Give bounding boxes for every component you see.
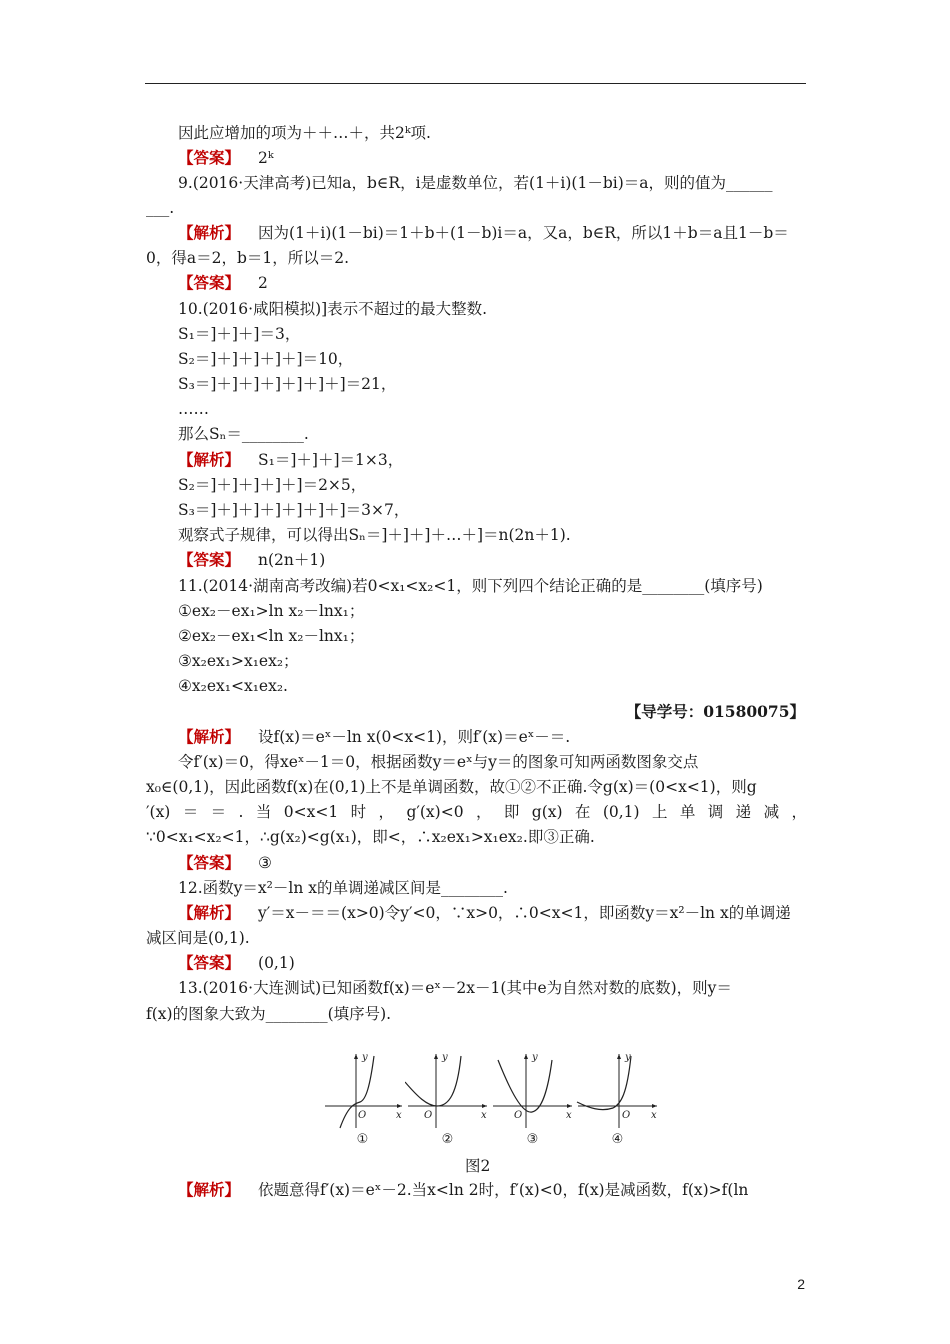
text-line: 减区间是(0,1). bbox=[146, 929, 250, 947]
origin-label: O bbox=[424, 1110, 433, 1121]
text-line: S₁＝]＋]＋]＝3， bbox=[178, 325, 301, 343]
text-line: S₃＝]＋]＋]＋]＋]＋]＋]＝3×7， bbox=[178, 501, 410, 519]
text-line: 令f′(x)＝0，得xeˣ－1＝0，根据函数y＝eˣ与y＝的图象可知两函数图象交点 bbox=[178, 753, 699, 771]
y-axis-label: y bbox=[532, 1052, 538, 1063]
graph-option-3 bbox=[490, 1050, 575, 1150]
y-axis-label: y bbox=[362, 1052, 368, 1063]
answer-line: 【答案】 2 bbox=[178, 273, 268, 292]
text-line: S₂＝]＋]＋]＋]＋]＝10， bbox=[178, 350, 354, 368]
figure-label: ④ bbox=[611, 1132, 624, 1147]
figure-label: ① bbox=[356, 1132, 369, 1147]
figure-label: ③ bbox=[526, 1132, 539, 1147]
answer-line: 【答案】 2ᵏ bbox=[178, 148, 274, 167]
text-line: 观察式子规律，可以得出Sₙ＝]＋]＋]＋…＋]＝n(2n＋1). bbox=[178, 526, 571, 544]
question-11: 11.(2014·湖南高考改编)若0<x₁<x₂<1，则下列四个结论正确的是________(填序号) bbox=[178, 577, 763, 595]
analysis-line: 【解析】 S₁＝]＋]＋]＝1×3， bbox=[178, 450, 404, 469]
question-9: 9.(2016·天津高考)已知a，b∈R，i是虚数单位，若(1＋i)(1－bi)＝a，则的值为______ bbox=[178, 174, 773, 192]
answer-line: 【答案】 ③ bbox=[178, 853, 272, 872]
figure-label: ② bbox=[441, 1132, 454, 1147]
option-line: ①ex₂－ex₁>ln x₂－lnx₁； bbox=[178, 602, 365, 620]
text-line: 因此应增加的项为＋＋…＋，共2ᵏ项. bbox=[178, 124, 431, 142]
text-line: …… bbox=[178, 400, 209, 418]
answer-line: 【答案】 n(2n＋1) bbox=[178, 550, 326, 569]
text-line: S₂＝]＋]＋]＋]＋]＝2×5， bbox=[178, 476, 367, 494]
option-line: ②ex₂－ex₁<ln x₂－lnx₁； bbox=[178, 627, 365, 645]
analysis-line: 【解析】 因为(1＋i)(1－bi)＝1＋b＋(1－b)i＝a，又a，b∈R，所以1＋b＝a且1－b＝ bbox=[178, 223, 789, 242]
graph-option-2 bbox=[405, 1050, 490, 1150]
page-number: 2 bbox=[797, 1276, 805, 1292]
text-line: ′(x)＝＝.当0<x<1时，g′(x)<0，即g(x)在(0,1)上单调递减， bbox=[146, 803, 807, 821]
analysis-line: 【解析】 y′＝x－＝＝(x>0)令y′<0，∵x>0，∴0<x<1，即函数y＝x²－ln x的单调递 bbox=[178, 903, 791, 922]
option-line: ③x₂ex₁>x₁ex₂； bbox=[178, 652, 299, 670]
text-line: f(x)的图象大致为________(填序号). bbox=[146, 1005, 392, 1023]
origin-label: O bbox=[622, 1110, 631, 1121]
graph-option-4 bbox=[575, 1050, 660, 1150]
text-line: S₃＝]＋]＋]＋]＋]＋]＋]＝21， bbox=[178, 375, 397, 393]
header-rule bbox=[145, 83, 806, 84]
origin-label: O bbox=[358, 1110, 367, 1121]
x-axis-label: x bbox=[651, 1110, 657, 1121]
analysis-line: 【解析】 设f(x)＝eˣ－ln x(0<x<1)，则f′(x)＝eˣ－＝. bbox=[178, 727, 571, 746]
question-13: 13.(2016·大连测试)已知函数f(x)＝eˣ－2x－1(其中e为自然对数的底数)，则y＝ bbox=[178, 979, 732, 997]
option-line: ④x₂ex₁<x₁ex₂. bbox=[178, 677, 288, 695]
guide-number: 【导学号：01580075】 bbox=[625, 702, 805, 721]
question-12: 12.函数y＝x²－ln x的单调递减区间是________. bbox=[178, 879, 508, 897]
origin-label: O bbox=[514, 1110, 523, 1121]
text-line: x₀∈(0,1)，因此函数f(x)在(0,1)上不是单调函数，故①②不正确.令g(x)＝(0<x<1)，则g bbox=[146, 778, 757, 796]
y-axis-label: y bbox=[625, 1052, 631, 1063]
text-line: ___. bbox=[146, 199, 175, 217]
analysis-line: 【解析】 依题意得f′(x)＝eˣ－2.当x<ln 2时，f′(x)<0，f(x)是减函数，f(x)>f(ln bbox=[178, 1180, 749, 1199]
text-line: ∵0<x₁<x₂<1，∴g(x₂)<g(x₁)，即<，∴x₂ex₁>x₁ex₂.即③正确. bbox=[146, 828, 595, 846]
graph-option-1 bbox=[320, 1050, 405, 1150]
question-10: 10.(2016·咸阳模拟)]表示不超过的最大整数. bbox=[178, 300, 488, 318]
answer-line: 【答案】 (0,1) bbox=[178, 953, 295, 972]
figure-caption: 图2 bbox=[465, 1157, 491, 1175]
text-line: 那么Sₙ＝________. bbox=[178, 425, 309, 443]
x-axis-label: x bbox=[396, 1110, 402, 1121]
text-line: 0，得a＝2，b＝1，所以＝2. bbox=[146, 249, 350, 267]
x-axis-label: x bbox=[566, 1110, 572, 1121]
x-axis-label: x bbox=[481, 1110, 487, 1121]
graph-figures bbox=[320, 1050, 660, 1150]
y-axis-label: y bbox=[442, 1052, 448, 1063]
